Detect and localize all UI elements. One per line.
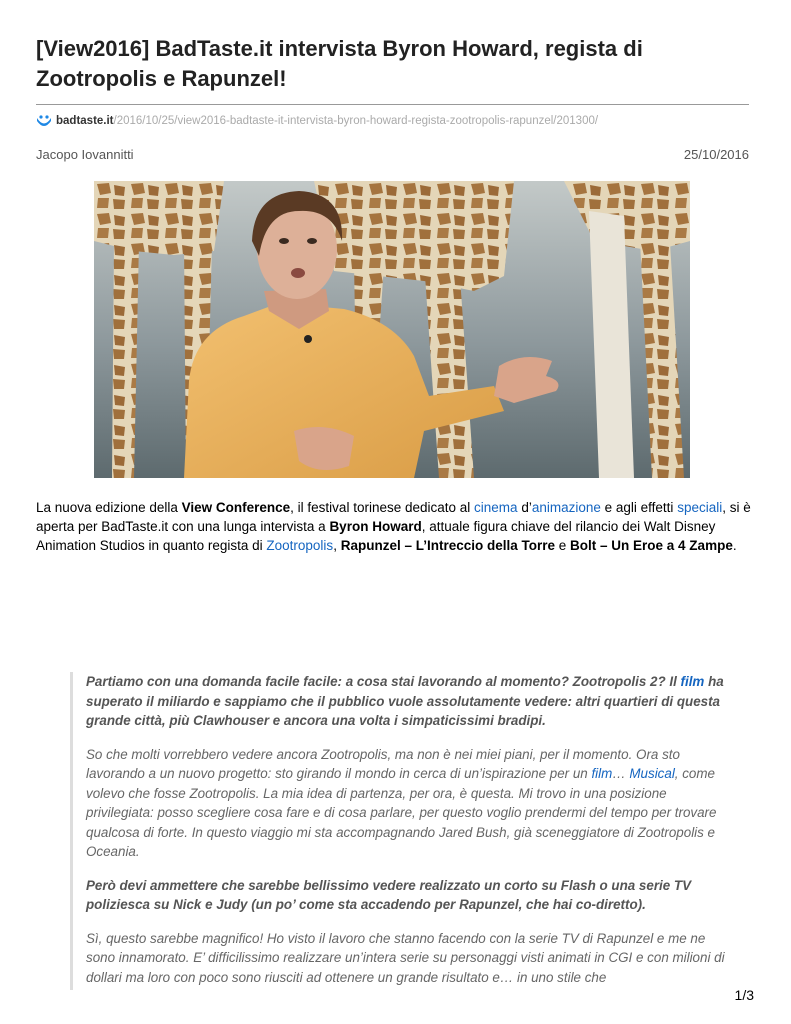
- question-2: Però devi ammettere che sarebbe bellissimo vedere realizzato un corto su Flash o una serie TV poliziesca su Nick e Judy (un po’ come sta accadendo per Rapunzel, che hai co-diretto).: [86, 877, 692, 912]
- film-link-answer[interactable]: film: [591, 766, 613, 781]
- bolt-title-strong: Bolt – Un Eroe a 4 Zampe: [570, 538, 733, 553]
- publish-date: 25/10/2016: [683, 147, 749, 162]
- byron-howard-strong: Byron Howard: [329, 519, 422, 534]
- film-link-question[interactable]: film: [680, 674, 705, 689]
- question-1: Partiamo con una domanda facile facile: a cosa stai lavorando al momento? Zootropolis 2? Il film ha superato il miliardo e sappiamo che il pubblico vuole assolutamente vedere: altri quartieri di questa grande città, più Clawhouser e ancora una volta i simpaticissimi bradipi.: [86, 674, 724, 728]
- title-divider: [36, 104, 749, 105]
- intro-paragraph: La nuova edizione della View Conference, il festival torinese dedicato al cinema d’animazione e agli effetti speciali, si è aperta per BadTaste.it con una lunga intervista a Byron Howard, attuale figura chiave del rilancio dei Walt Disney Animation Studios in quanto regista di Zootropolis, Rapunzel – L’Intreccio della Torre e Bolt – Un Eroe a 4 Zampe.: [36, 500, 751, 553]
- badtaste-logo-icon: [36, 114, 52, 128]
- musical-link[interactable]: Musical: [629, 766, 675, 781]
- source-domain[interactable]: badtaste.it: [56, 115, 114, 127]
- speciali-link[interactable]: speciali: [677, 500, 723, 515]
- source-path[interactable]: /2016/10/25/view2016-badtaste-it-intervista-byron-howard-regista-zootropolis-rapunzel/201300/: [113, 115, 599, 127]
- article-photo: [94, 181, 690, 478]
- cinema-link[interactable]: cinema: [474, 500, 518, 515]
- page-number: 1/3: [734, 987, 754, 1003]
- view-conference-strong: View Conference: [181, 500, 291, 515]
- answer-1: So che molti vorrebbero vedere ancora Zootropolis, ma non è nei miei piani, per il momento. Ora sto lavorando a un nuovo progetto: sto girando il mondo in cerca di un’ispirazione per un film… Musical, come volevo che fosse Zootropolis. La mia idea di partenza, per ora, è questa. Mi trovo in una posizione privilegiata: posso scegliere cosa fare e di cosa parlare, per questo voglio prendermi del tempo per trovare qualcosa di forte. In questo viaggio mi sta accompagnando Jared Bush, già sceneggiatore di Zootropolis e Oceania.: [86, 746, 717, 859]
- article-title: [View2016] BadTaste.it intervista Byron Howard, regista di Zootropolis e Rapunzel!: [36, 36, 643, 91]
- rapunzel-title-strong: Rapunzel – L’Intreccio della Torre: [340, 538, 556, 553]
- interview-blockquote: [70, 672, 726, 990]
- zootropolis-link[interactable]: Zootropolis: [266, 538, 334, 553]
- answer-2: Sì, questo sarebbe magnifico! Ho visto il lavoro che stanno facendo con la serie TV di Rapunzel e me ne sono innamorato. E’ difficilissimo realizzare un’intera serie su personaggi visti animati in CGI e con milioni di dollari ma loro con poco sono riusciti ad ottenere un grande risultato e… in uno stile che: [86, 930, 725, 985]
- source-url[interactable]: [36, 113, 598, 129]
- author-name: Jacopo Iovannitti: [36, 147, 134, 162]
- animazione-link[interactable]: animazione: [531, 500, 601, 515]
